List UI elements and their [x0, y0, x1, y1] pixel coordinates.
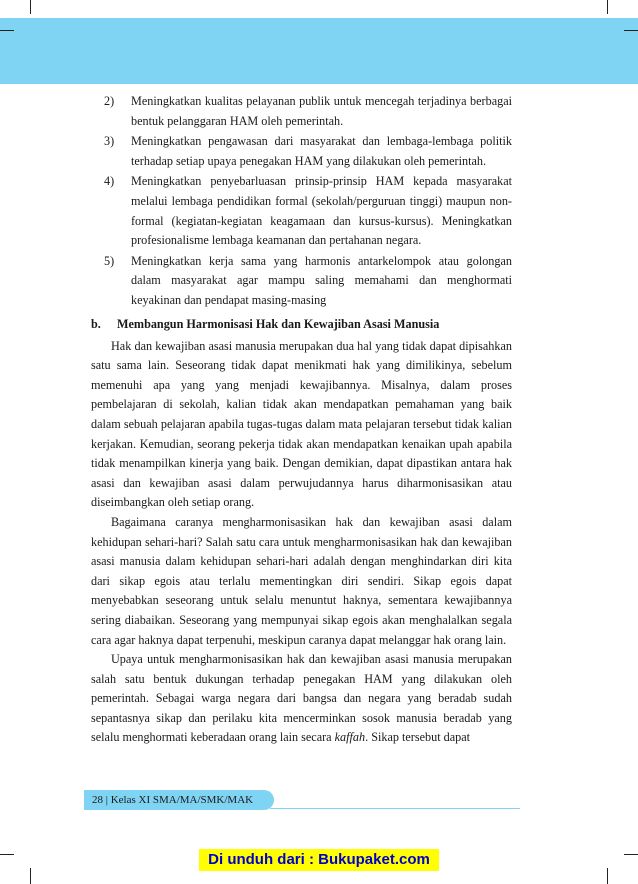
paragraph-text: . Sikap tersebut dapat	[365, 730, 471, 745]
section-title: Membangun Harmonisasi Hak dan Kewajiban Asasi Manusia	[117, 317, 440, 331]
list-item	[104, 252, 512, 311]
crop-mark	[30, 868, 31, 884]
italic-term: kaffah	[334, 730, 366, 745]
list-number: 2)	[104, 94, 115, 108]
paragraph: Hak dan kewajiban asasi manusia merupakan dua hal yang tidak dapat dipisahkan satu sama lain. Seseorang tidak dapat menikmati hak yang dimilikinya, sebelum memenuhi apa yang yang menjadi kewajibannya. Misalnya, dalam proses pembelajaran di sekolah, kalian tidak akan mendapatkan pemahaman yang baik dalam sebuah pelajaran apabila tugas-tugas dalam mata pelajaran tersebut tidak kalian kerjakan. Kemudian, seorang pekerja tidak akan mendapatkan kenaikan upah apabila tidak menampilkan kinerja yang baik. Dengan demikian, dapat dipastikan antara hak asasi dan kewajiban asasi dalam perwujudannya harus diharmonisasikan atau diseimbangkan oleh setiap orang.	[91, 338, 512, 510]
list-item	[104, 172, 512, 250]
section-b	[91, 315, 512, 748]
crop-mark	[0, 854, 14, 855]
numbered-list	[104, 92, 512, 312]
crop-mark	[607, 0, 608, 14]
paragraph: Bagaimana caranya mengharmonisasikan hak dan kewajiban asasi dalam kehidupan sehari-hari? Salah satu cara untuk mengharmonisasikan hak dan kewajiban asasi manusia dalam kehidupan sehari-hari adalah dengan menghindarkan diri kita dari sikap egois atau terlalu mementingkan diri sendiri. Sikap egois dapat menyebabkan seseorang untuk selalu menuntut haknya, sementara kewajibannya sering diabaikan. Seseorang yang mempunyai sikap egois akan menghalalkan segala cara agar haknya dapat terpenuhi, meskipun caranya dapat melanggar hak orang lain.	[91, 514, 512, 647]
list-item	[104, 92, 512, 131]
list-text: Meningkatkan kerja sama yang harmonis antarkelompok atau golongan dalam masyarakat agar mampu saling memahami dan menghormati keyakinan dan pendapat masing-masing	[131, 253, 512, 307]
crop-mark	[30, 0, 31, 14]
crop-mark	[607, 868, 608, 884]
paragraph-text: Upaya untuk mengharmonisasikan hak dan kewajiban asasi manusia merupakan salah satu bentuk dukungan terhadap penegakan HAM yang dilakukan oleh pemerintah. Sebagai warga negara dari bangsa dan negara yang beradab sudah sepantasnya sikap dan perilaku kita mencerminkan sosok manusia beradab yang selalu menghormati keberadaan orang lain secara	[91, 652, 512, 745]
list-number: 4)	[104, 174, 115, 189]
crop-mark	[624, 854, 638, 855]
section-letter: b.	[91, 317, 101, 331]
list-number: 3)	[104, 134, 115, 149]
list-number: 5)	[104, 253, 115, 268]
list-text: Meningkatkan kualitas pelayanan publik untuk mencegah terjadinya berbagai bentuk pelanggaran HAM oleh pemerintah.	[131, 94, 512, 128]
section-heading	[91, 315, 512, 335]
list-item	[104, 132, 512, 171]
crop-mark	[0, 30, 14, 31]
list-text: Meningkatkan pengawasan dari masyarakat dan lembaga-lembaga politik terhadap setiap upaya penegakan HAM yang dilakukan oleh pemerintah.	[131, 134, 512, 168]
crop-mark	[624, 30, 638, 31]
page-footer: 28 | Kelas XI SMA/MA/SMK/MAK	[84, 790, 274, 810]
list-text: Meningkatkan penyebarluasan prinsip-prinsip HAM kepada masyarakat melalui lembaga pendidikan formal (sekolah/perguruan tinggi) maupun non-formal (kegiatan-kegiatan keagamaan dan kursus-kursus). Meningkatkan profesionalisme lembaga keamanan dan pertahanan negara.	[131, 174, 512, 248]
header-band	[0, 18, 638, 84]
footer-rule	[270, 808, 520, 809]
paragraph	[91, 650, 512, 748]
download-watermark[interactable]: Di unduh dari : Bukupaket.com	[199, 849, 439, 871]
